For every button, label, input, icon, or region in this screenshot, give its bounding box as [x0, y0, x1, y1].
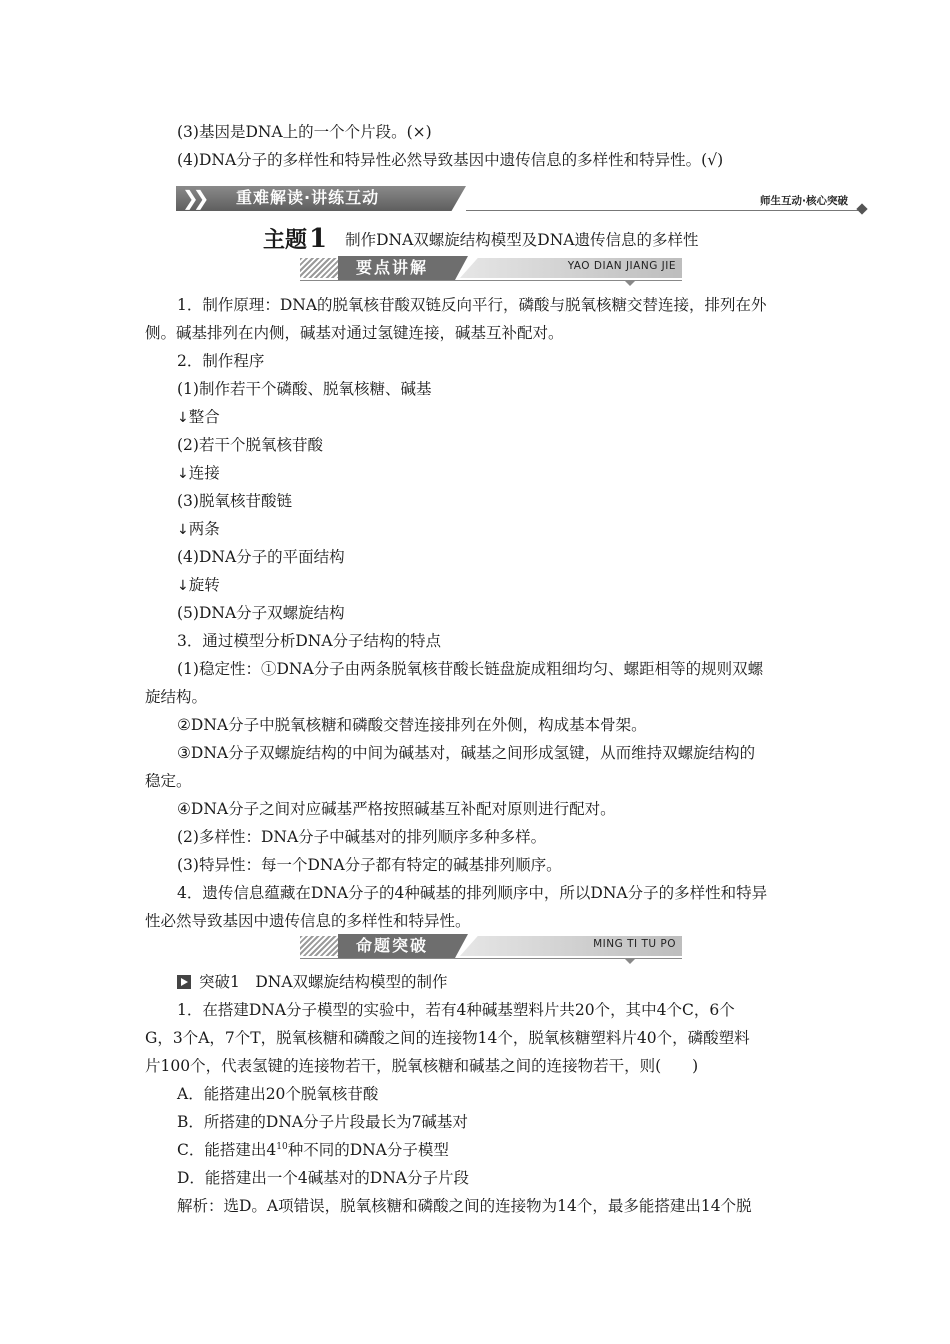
stability-line-1: (1)稳定性：①DNA分子由两条脱氧核苷酸长链盘旋成粗细均匀、螺距相等的规则双螺 [177, 660, 764, 678]
section-title: 要点讲解 [356, 258, 429, 277]
option-c-exponent: 10 [276, 1141, 288, 1152]
stability-item-2: ②DNA分子中脱氧核糖和磷酸交替连接排列在外侧，构成基本骨架。 [177, 716, 647, 734]
stability-item-3-line-1: ③DNA分子双螺旋结构的中间为碱基对，碱基之间形成氢键，从而维持双螺旋结构的 [177, 744, 756, 762]
arrow-down-icon: ↓ [177, 522, 189, 538]
specificity: (3)特异性：每一个DNA分子都有特定的碱基排列顺序。 [177, 856, 562, 874]
question-line-1: 1．在搭建DNA分子模型的实验中，若有4种碱基塑料片共20个，其中4个C，6个 [177, 1001, 735, 1019]
option-b: B．所搭建的DNA分子片段最长为7碱基对 [177, 1113, 468, 1131]
point-3-title: 3．通过模型分析DNA分子结构的特点 [177, 632, 442, 650]
topic-header [263, 223, 698, 254]
section-banner [176, 183, 866, 211]
point-1-line-1: 1．制作原理：DNA的脱氧核苷酸双链反向平行，磷酸与脱氧核糖交替连接，排列在外 [177, 296, 767, 314]
banner-right-text: 师生互动·核心突破 [760, 195, 848, 207]
option-c-suffix: 种不同的DNA分子模型 [287, 1141, 449, 1159]
point-4-line-1: 4．遗传信息蕴藏在DNA分子的4种碱基的排列顺序中，所以DNA分子的多样性和特异 [177, 884, 768, 902]
arrow-down-icon: ↓ [177, 578, 189, 594]
step-arrow-4 [177, 575, 220, 596]
step-4: (4)DNA分子的平面结构 [177, 548, 345, 566]
option-a: A．能搭建出20个脱氧核苷酸 [177, 1085, 379, 1103]
section-english-title: MING TI TU PO [593, 938, 676, 950]
triangle-down-icon [624, 958, 636, 964]
play-icon [177, 975, 191, 989]
step-5: (5)DNA分子双螺旋结构 [177, 604, 345, 622]
stripe-decoration [300, 936, 340, 956]
diamond-icon [856, 203, 867, 214]
step-2: (2)若干个脱氧核苷酸 [177, 436, 323, 454]
question-line-3: 片100个，代表氢键的连接物若干，脱氧核糖和碱基之间的连接物若干，则( ) [145, 1057, 699, 1075]
diversity: (2)多样性：DNA分子中碱基对的排列顺序多种多样。 [177, 828, 547, 846]
chevron-right-icon: ❯❯ [182, 186, 204, 210]
option-d: D．能搭建出一个4碱基对的DNA分子片段 [177, 1169, 469, 1187]
point-2-title: 2．制作程序 [177, 352, 265, 370]
arrow-label: 两条 [188, 520, 220, 538]
step-1: (1)制作若干个磷酸、脱氧核糖、碱基 [177, 380, 432, 398]
analysis: 解析：选D。A项错误，脱氧核糖和磷酸之间的连接物为14个，最多能搭建出14个脱 [177, 1197, 752, 1215]
step-arrow-2 [177, 463, 220, 484]
section-title: 命题突破 [356, 936, 429, 955]
problem-tag-text: 突破1 DNA双螺旋结构模型的制作 [199, 973, 448, 991]
step-arrow-1 [177, 407, 220, 428]
arrow-label: 整合 [188, 408, 220, 426]
stability-line-2: 旋结构。 [145, 688, 208, 706]
arrow-label: 旋转 [188, 576, 220, 594]
section-header-key-points [300, 256, 682, 280]
problem-tag [177, 972, 448, 992]
arrow-label: 连接 [188, 464, 220, 482]
triangle-down-icon [624, 280, 636, 286]
step-3: (3)脱氧核苷酸链 [177, 492, 292, 510]
intro-item-3: (3)基因是DNA上的一个个片段。(×) [177, 123, 432, 141]
point-4-line-2: 性必然导致基因中遗传信息的多样性和特异性。 [145, 912, 471, 930]
stability-item-3-line-2: 稳定。 [145, 772, 192, 790]
topic-subtitle: 制作DNA双螺旋结构模型及DNA遗传信息的多样性 [345, 230, 699, 249]
topic-label: 主题 [263, 228, 308, 253]
question-line-2: G，3个A，7个T，脱氧核糖和磷酸之间的连接物14个，脱氧核糖塑料片40个，磷酸塑料 [145, 1029, 750, 1047]
step-arrow-3 [177, 519, 220, 540]
banner-title: 重难解读·讲练互动 [236, 188, 380, 207]
arrow-down-icon: ↓ [177, 410, 189, 426]
topic-number: 1 [309, 223, 328, 254]
stability-item-4: ④DNA分子之间对应碱基严格按照碱基互补配对原则进行配对。 [177, 800, 616, 818]
option-c [177, 1140, 449, 1160]
point-1-line-2: 侧。碱基排列在内侧，碱基对通过氢键连接，碱基互补配对。 [145, 324, 564, 342]
arrow-down-icon: ↓ [177, 466, 189, 482]
intro-item-4: (4)DNA分子的多样性和特异性必然导致基因中遗传信息的多样性和特异性。(√) [177, 151, 724, 169]
banner-divider [466, 210, 858, 211]
option-c-prefix: C．能搭建出4 [177, 1141, 277, 1159]
section-english-title: YAO DIAN JIANG JIE [567, 260, 676, 272]
stripe-decoration [300, 258, 340, 278]
section-header-problems [300, 934, 682, 958]
